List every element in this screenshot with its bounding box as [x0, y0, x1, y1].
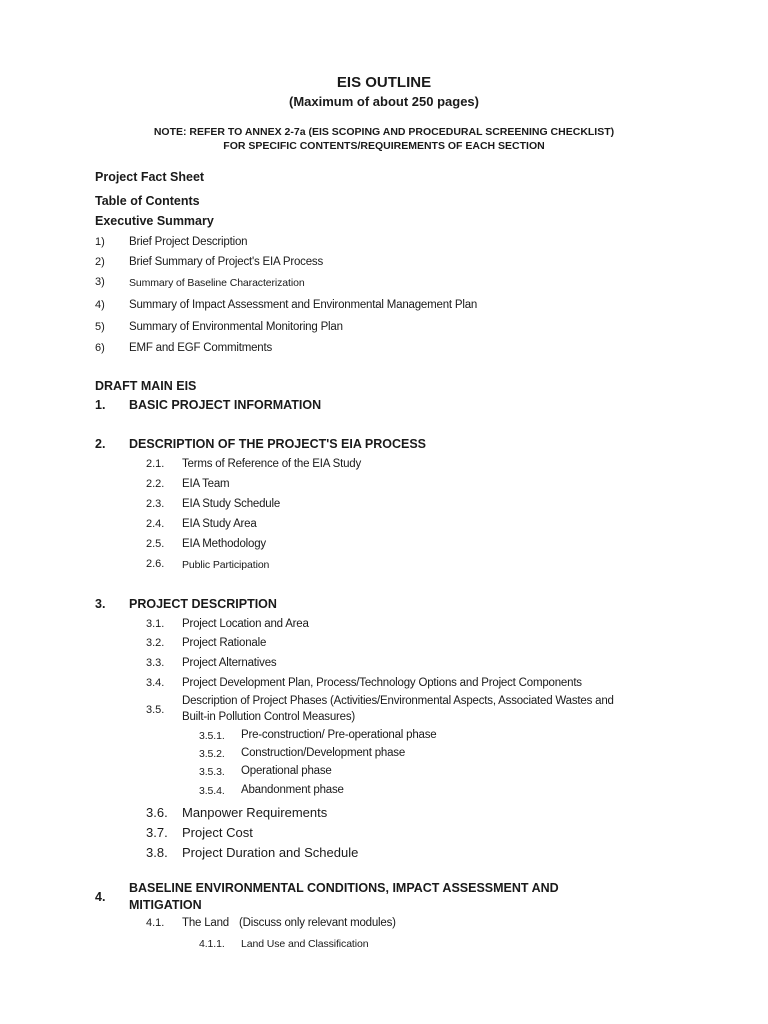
list-item: Project Cost [182, 825, 253, 840]
list-item-number: 3.1. [146, 618, 165, 630]
list-item-number: 3.5.4. [199, 785, 225, 797]
list-item: Public Participation [182, 559, 270, 571]
list-item: Description of Project Phases (Activities/Environmental Aspects, Associated Wastes and [182, 695, 614, 707]
list-item-number: 2.6. [146, 558, 165, 570]
section-title-continuation: MITIGATION [129, 898, 202, 912]
exec-summary-heading: Executive Summary [95, 214, 214, 228]
list-item-number: 3.7. [146, 825, 168, 840]
list-item: Brief Summary of Project's EIA Process [129, 256, 323, 268]
list-item: Terms of Reference of the EIA Study [182, 458, 362, 470]
list-item-number: 3.5.2. [199, 748, 225, 760]
section-number: 2. [95, 437, 106, 451]
list-item: Summary of Baseline Characterization [129, 277, 305, 289]
list-item: EIA Study Area [182, 518, 257, 530]
list-item: Project Location and Area [182, 618, 309, 630]
list-item-number: 4) [95, 299, 105, 311]
note-line-1: NOTE: REFER TO ANNEX 2-7a (EIS SCOPING AND PROCEDURAL SCREENING CHECKLIST) [153, 126, 615, 138]
section-number: 4. [95, 890, 106, 904]
list-item-number: 2.3. [146, 498, 165, 510]
document-subtitle: (Maximum of about 250 pages) [289, 94, 479, 109]
list-item-number: 3.6. [146, 805, 168, 820]
list-item: Pre-construction/ Pre-operational phase [241, 729, 437, 741]
list-item-number: 2) [95, 256, 105, 268]
list-item: Summary of Environmental Monitoring Plan [129, 321, 343, 333]
section-number: 3. [95, 597, 106, 611]
list-item-number: 3.5.1. [199, 730, 225, 742]
list-item: Manpower Requirements [182, 805, 328, 820]
list-item-number: 1) [95, 236, 105, 248]
list-item: Summary of Impact Assessment and Environmental Management Plan [129, 299, 478, 311]
list-item-number: 3.3. [146, 657, 165, 669]
list-item: Abandonment phase [241, 784, 344, 796]
list-item-number: 3.8. [146, 845, 168, 860]
list-item: Brief Project Description [129, 236, 248, 248]
list-item-number: 2.1. [146, 458, 165, 470]
list-item: EIA Study Schedule [182, 498, 281, 510]
list-item: Operational phase [241, 765, 332, 777]
list-item-number: 2.5. [146, 538, 165, 550]
list-item-number: 3.5.3. [199, 766, 225, 778]
document-title: EIS OUTLINE [336, 74, 432, 91]
list-item: Project Duration and Schedule [182, 845, 359, 860]
note-line-2: FOR SPECIFIC CONTENTS/REQUIREMENTS OF EACH SECTION [223, 140, 545, 152]
section-title: BASIC PROJECT INFORMATION [129, 398, 322, 412]
list-item-note: (Discuss only relevant modules) [239, 917, 396, 929]
list-item-number: 4.1.1. [199, 938, 225, 950]
list-item: EIA Methodology [182, 538, 266, 550]
section-title: PROJECT DESCRIPTION [129, 597, 277, 611]
main-eis-heading: DRAFT MAIN EIS [95, 379, 197, 393]
list-item-number: 3.4. [146, 677, 165, 689]
list-item-number: 5) [95, 321, 105, 333]
list-item-number: 2.2. [146, 478, 165, 490]
list-item-number: 6) [95, 342, 105, 354]
list-item-number: 3.2. [146, 637, 165, 649]
list-item: The Land [182, 917, 229, 929]
list-item-continuation: Built-in Pollution Control Measures) [182, 711, 356, 723]
list-item: Project Alternatives [182, 657, 277, 669]
list-item: EIA Team [182, 478, 230, 490]
list-item: Land Use and Classification [241, 938, 369, 950]
list-item-number: 4.1. [146, 917, 165, 929]
list-item: EMF and EGF Commitments [129, 342, 273, 354]
list-item: Project Rationale [182, 637, 267, 649]
fact-sheet-heading: Project Fact Sheet [95, 170, 205, 184]
list-item-number: 3.5. [146, 704, 165, 716]
toc-heading: Table of Contents [95, 194, 200, 208]
list-item: Project Development Plan, Process/Technology Options and Project Components [182, 677, 582, 689]
list-item-number: 2.4. [146, 518, 165, 530]
section-number: 1. [95, 398, 106, 412]
list-item-number: 3) [95, 276, 105, 288]
section-title: BASELINE ENVIRONMENTAL CONDITIONS, IMPACT ASSESSMENT AND [129, 881, 559, 895]
list-item: Construction/Development phase [241, 747, 406, 759]
section-title: DESCRIPTION OF THE PROJECT'S EIA PROCESS [129, 437, 426, 451]
